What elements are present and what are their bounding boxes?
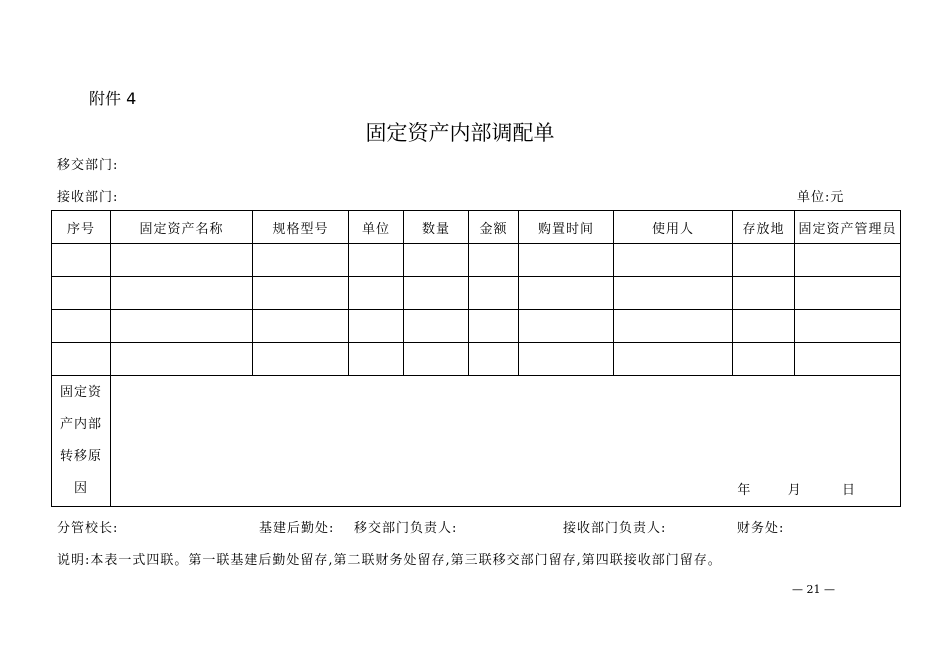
header-amount: 金额 — [469, 211, 519, 244]
transfer-dept-label: 移交部门: — [57, 158, 119, 173]
table-row — [52, 343, 901, 376]
logistics-signature-label: 基建后勤处: — [259, 521, 335, 536]
table-cell[interactable] — [52, 343, 111, 376]
page-number: — 21 — — [792, 583, 835, 596]
table-cell[interactable] — [614, 310, 733, 343]
reason-label-line: 因 — [73, 481, 88, 496]
table-cell[interactable] — [469, 310, 519, 343]
leader-signature-label: 分管校长: — [57, 521, 119, 536]
table-cell[interactable] — [469, 343, 519, 376]
table-cell[interactable] — [253, 343, 349, 376]
header-index: 序号 — [52, 211, 111, 244]
table-cell[interactable] — [519, 244, 614, 277]
table-cell[interactable] — [795, 244, 901, 277]
table-row — [52, 244, 901, 277]
table-cell[interactable] — [733, 343, 795, 376]
reason-label-line: 转移原 — [59, 449, 102, 464]
table-cell[interactable] — [111, 343, 253, 376]
reason-label-line: 固定资 — [59, 385, 102, 400]
table-cell[interactable] — [404, 343, 469, 376]
date-day-label: 日 — [841, 483, 856, 498]
table-cell[interactable] — [111, 277, 253, 310]
reason-label-line: 产内部 — [59, 417, 102, 432]
header-unit: 单位 — [349, 211, 404, 244]
table-cell[interactable] — [404, 310, 469, 343]
table-row — [52, 310, 901, 343]
table-cell[interactable] — [111, 244, 253, 277]
table-cell[interactable] — [614, 244, 733, 277]
table-cell[interactable] — [469, 277, 519, 310]
allocation-table — [51, 210, 901, 507]
receive-head-signature-label: 接收部门负责人: — [563, 521, 667, 536]
header-asset-name: 固定资产名称 — [111, 211, 253, 244]
header-quantity: 数量 — [404, 211, 469, 244]
table-cell[interactable] — [349, 244, 404, 277]
table-cell[interactable] — [795, 343, 901, 376]
transfer-reason-label — [52, 376, 111, 507]
table-cell[interactable] — [52, 277, 111, 310]
table-cell[interactable] — [795, 310, 901, 343]
table-cell[interactable] — [404, 244, 469, 277]
table-cell[interactable] — [111, 310, 253, 343]
table-cell[interactable] — [469, 244, 519, 277]
header-model: 规格型号 — [253, 211, 349, 244]
table-cell[interactable] — [614, 343, 733, 376]
reason-row — [52, 376, 901, 507]
header-asset-manager: 固定资产管理员 — [795, 211, 901, 244]
table-cell[interactable] — [519, 310, 614, 343]
table-header-row — [52, 211, 901, 244]
unit-label: 单位:元 — [797, 190, 845, 205]
table-cell[interactable] — [614, 277, 733, 310]
table-cell[interactable] — [733, 277, 795, 310]
form-note: 说明:本表一式四联。第一联基建后勤处留存,第二联财务处留存,第三联移交部门留存,第四联接收部门留存。 — [57, 553, 722, 568]
table-cell[interactable] — [733, 310, 795, 343]
annex-label: 附件 4 — [89, 89, 137, 108]
transfer-head-signature-label: 移交部门负责人: — [354, 521, 458, 536]
table-cell[interactable] — [253, 277, 349, 310]
date-year-label: 年 — [737, 483, 752, 498]
table-cell[interactable] — [253, 244, 349, 277]
table-cell[interactable] — [253, 310, 349, 343]
date-month-label: 月 — [787, 483, 802, 498]
header-location: 存放地 — [733, 211, 795, 244]
table-cell[interactable] — [52, 244, 111, 277]
transfer-reason-field[interactable] — [111, 376, 901, 507]
finance-signature-label: 财务处: — [737, 521, 785, 536]
header-purchase-date: 购置时间 — [519, 211, 614, 244]
table-cell[interactable] — [349, 343, 404, 376]
date-line — [737, 479, 856, 498]
table-cell[interactable] — [795, 277, 901, 310]
table-cell[interactable] — [519, 343, 614, 376]
header-user: 使用人 — [614, 211, 733, 244]
receive-dept-label: 接收部门: — [57, 190, 119, 205]
table-cell[interactable] — [349, 277, 404, 310]
table-cell[interactable] — [349, 310, 404, 343]
table-cell[interactable] — [519, 277, 614, 310]
table-cell[interactable] — [52, 310, 111, 343]
table-cell[interactable] — [733, 244, 795, 277]
table-row — [52, 277, 901, 310]
table-cell[interactable] — [404, 277, 469, 310]
form-title: 固定资产内部调配单 — [365, 121, 555, 145]
